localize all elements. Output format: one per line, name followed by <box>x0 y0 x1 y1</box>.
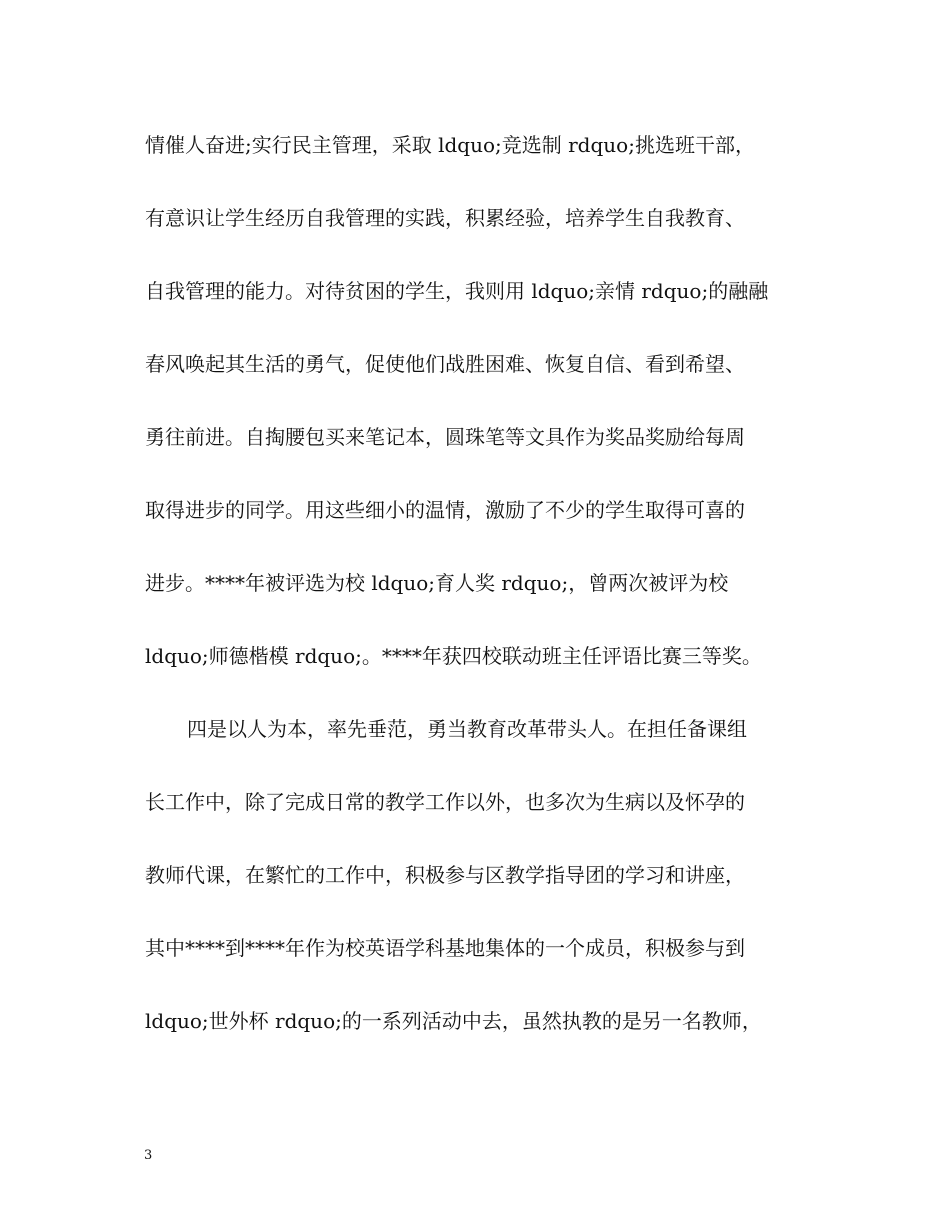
page-number: 3 <box>144 1148 153 1163</box>
text-line: 其中****到****年作为校英语学科基地集体的一个成员，积极参与到 <box>145 936 745 960</box>
text-line: 进步。****年被评选为校 ldquo;育人奖 rdquo;，曾两次被评为校 <box>145 571 729 595</box>
text-line: 情催人奋进;实行民主管理，采取 ldquo;竞选制 rdquo;挑选班干部， <box>145 133 755 157</box>
paragraph-start-line: 四是以人为本，率先垂范，勇当教育改革带头人。在担任备课组 <box>187 717 747 741</box>
text-line: 春风唤起其生活的勇气，促使他们战胜困难、恢复自信、看到希望、 <box>145 352 745 376</box>
text-line: 取得进步的同学。用这些细小的温情，激励了不少的学生取得可喜的 <box>145 498 745 522</box>
text-line: ldquo;师德楷模 rdquo;。****年获四校联动班主任评语比赛三等奖。 <box>145 644 762 668</box>
text-line: ldquo;世外杯 rdquo;的一系列活动中去，虽然执教的是另一名教师， <box>145 1009 762 1033</box>
text-line: 教师代课，在繁忙的工作中，积极参与区教学指导团的学习和讲座， <box>145 863 745 887</box>
text-line: 勇往前进。自掏腰包买来笔记本，圆珠笔等文具作为奖品奖励给每周 <box>145 425 745 449</box>
text-line: 长工作中，除了完成日常的教学工作以外，也多次为生病以及怀孕的 <box>145 790 745 814</box>
text-line: 有意识让学生经历自我管理的实践，积累经验，培养学生自我教育、 <box>145 206 745 230</box>
text-line: 自我管理的能力。对待贫困的学生，我则用 ldquo;亲情 rdquo;的融融 <box>145 279 769 303</box>
body-text <box>145 122 825 1071</box>
